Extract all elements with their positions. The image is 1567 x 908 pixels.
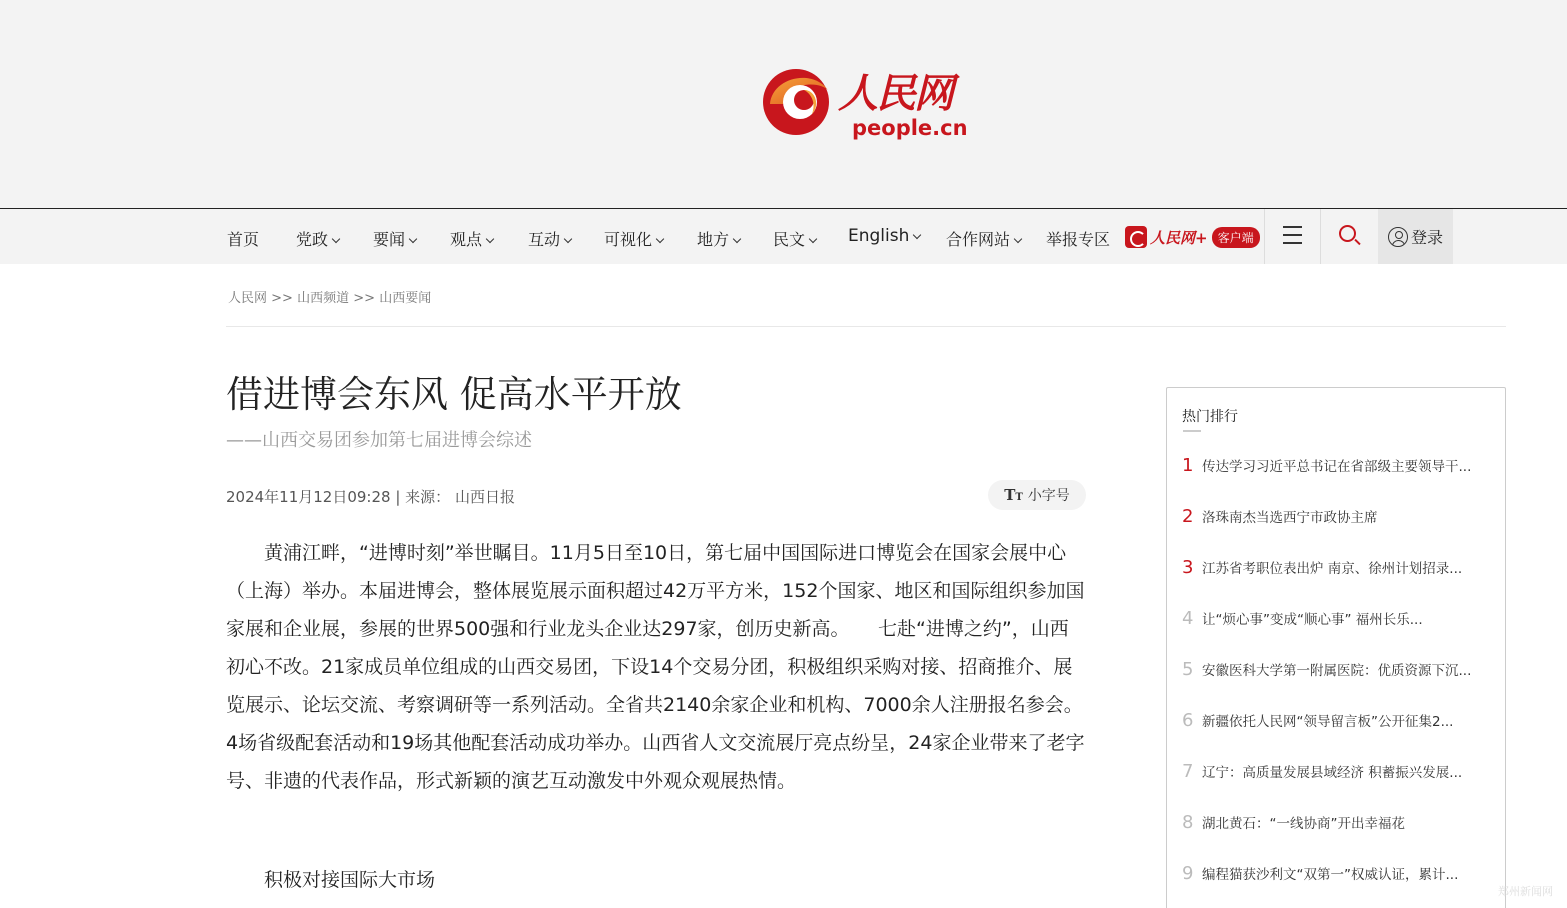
chevron-down-icon (409, 235, 417, 243)
chevron-down-icon (733, 235, 741, 243)
nav-label: 要闻 (373, 230, 406, 249)
article-paragraph: 黄浦江畔，“进博时刻”举世瞩目。11月5日至10日，第七届中国国际进口博览会在国家会展中心（上海）举办。本届进博会，整体展览展示面积超过42万平方米，152个国家、地区和国际组织参加国家展和企业展，参展的世界500强和行业龙头企业达297家，创历史新高。 七赴“进博之约”，山西初心不改。21家成员单位组成的山西交易团，下设14个交易分团，积极组织采购对接、招商推介、展览展示、论坛交流、考察调研等一系列活动。全省共2140余家企业和机构、7000余人注册报名参会。4场省级配套活动和19场其他配套活动成功举办。山西省人文交流展厅亮点纷呈，24家企业带来了老字号、非遗的代表作品，形式新颖的演艺互动激发中外观众观展热情。 (226, 542, 1085, 792)
rank-headline: 江苏省考职位表出炉 南京、徐州计划招录... (1202, 561, 1463, 577)
nav-label: 观点 (450, 230, 483, 249)
rank-headline: 洛珠南杰当选西宁市政协主席 (1202, 510, 1378, 526)
font-glyph-big: T (1004, 486, 1016, 504)
rank-headline: 湖北黄石：“一线协商”开出幸福花 (1202, 816, 1405, 832)
rank-number: 8 (1182, 811, 1194, 833)
article-section-heading: 积极对接国际大市场 (264, 869, 436, 891)
title-underline (1183, 430, 1201, 432)
ranking-item[interactable] (1182, 657, 1487, 681)
logo-text-english: people.cn (852, 116, 968, 140)
logo-emblem-icon (760, 60, 836, 146)
nav-item-headlines[interactable] (373, 227, 416, 250)
article-title: 借进博会东风 促高水平开放 (226, 373, 682, 416)
nav-item-home[interactable] (227, 227, 259, 250)
breadcrumb-link-home[interactable]: 人民网 (228, 291, 268, 306)
nav-label: 党政 (296, 230, 329, 249)
chevron-down-icon (656, 235, 664, 243)
nav-label: 举报专区 (1046, 230, 1111, 249)
nav-label: English (848, 226, 910, 246)
rank-number: 5 (1182, 658, 1194, 680)
hamburger-icon (1283, 226, 1302, 228)
nav-item-opinion[interactable] (450, 227, 493, 250)
nav-item-visualization[interactable] (604, 227, 663, 250)
search-button[interactable] (1321, 209, 1377, 264)
rank-number: 9 (1182, 862, 1194, 884)
nav-item-report-zone[interactable] (1046, 227, 1110, 250)
hamburger-icon-line (1283, 234, 1302, 236)
menu-button[interactable] (1266, 209, 1320, 264)
breadcrumb-separator: >> (271, 291, 293, 306)
login-button[interactable] (1378, 209, 1453, 264)
rank-number: 3 (1182, 556, 1194, 578)
rank-headline: 辽宁：高质量发展县域经济 积蓄振兴发展... (1202, 765, 1463, 781)
ranking-item[interactable] (1182, 759, 1487, 783)
breadcrumb (228, 287, 431, 306)
people-cn-logo[interactable] (760, 60, 975, 146)
article-subtitle: ——山西交易团参加第七届进博会综述 (226, 430, 532, 451)
source-link[interactable]: 山西日报 (454, 488, 515, 506)
chevron-down-icon (486, 235, 494, 243)
nav-label: 可视化 (604, 230, 653, 249)
app-download-link[interactable] (1125, 225, 1260, 249)
breadcrumb-link-section[interactable]: 山西要闻 (379, 291, 432, 306)
nav-item-partner-sites[interactable] (946, 227, 1021, 250)
breadcrumb-separator: >> (353, 291, 376, 306)
hamburger-icon-line (1283, 242, 1302, 244)
nav-label: 民文 (773, 230, 806, 249)
publish-datetime: 2024年11月12日09:28 (226, 488, 391, 506)
nav-item-english[interactable] (848, 226, 920, 246)
site-header (0, 0, 1567, 208)
chevron-down-icon (1014, 235, 1022, 243)
chevron-down-icon (564, 235, 572, 243)
ranking-item[interactable] (1182, 810, 1487, 834)
hot-ranking-title: 热门排行 (1182, 409, 1238, 425)
chevron-down-icon (332, 235, 340, 243)
article-body (226, 534, 1086, 891)
nav-label: 首页 (227, 230, 260, 249)
rank-headline: 编程猫获沙利文“双第一”权威认证，累计... (1202, 867, 1459, 883)
app-badge: 客户端 (1212, 227, 1260, 248)
rank-headline: 安徽医科大学第一附属医院：优质资源下沉... (1202, 663, 1472, 679)
article-meta (226, 486, 515, 507)
chevron-down-icon (913, 231, 921, 239)
hot-ranking-panel (1166, 387, 1506, 908)
ranking-item[interactable] (1182, 708, 1487, 732)
search-icon-handle (1354, 239, 1360, 245)
ranking-item[interactable] (1182, 504, 1487, 528)
ranking-item[interactable] (1182, 453, 1487, 477)
rank-headline: 新疆依托人民网“领导留言板”公开征集2... (1202, 714, 1454, 730)
nav-label: 互动 (528, 230, 561, 249)
nav-item-party-gov[interactable] (296, 227, 339, 250)
ranking-item[interactable] (1182, 555, 1487, 579)
breadcrumb-link-channel[interactable]: 山西频道 (297, 291, 350, 306)
nav-label: 地方 (697, 230, 730, 249)
font-size-toggle[interactable] (988, 480, 1086, 510)
app-logo-icon (1125, 226, 1147, 248)
rank-number: 1 (1182, 454, 1194, 476)
rank-number: 2 (1182, 505, 1194, 527)
user-icon (1388, 227, 1408, 247)
rank-number: 7 (1182, 760, 1194, 782)
nav-label: 合作网站 (946, 230, 1011, 249)
nav-item-interactive[interactable] (528, 227, 571, 250)
watermark: 郑州新闻网 (1498, 885, 1553, 898)
nav-item-ethnic-languages[interactable] (773, 227, 816, 250)
nav-item-local[interactable] (697, 227, 740, 250)
logo-text-chinese: 人民网 (838, 70, 952, 117)
main-navigation (0, 208, 1567, 264)
rank-number: 4 (1182, 607, 1194, 629)
source-prefix: | 来源： (395, 488, 451, 506)
nav-divider (1264, 209, 1265, 264)
ranking-item[interactable] (1182, 861, 1487, 885)
ranking-item[interactable] (1182, 606, 1487, 630)
app-name: 人民网+ (1150, 228, 1208, 247)
font-size-label: 小字号 (1027, 488, 1070, 504)
rank-headline: 让“烦心事”变成“顺心事” 福州长乐... (1202, 612, 1423, 628)
login-label: 登录 (1410, 228, 1443, 247)
breadcrumb-divider (226, 326, 1506, 327)
rank-headline: 传达学习习近平总书记在省部级主要领导干... (1202, 459, 1472, 475)
font-size-icon (1004, 486, 1023, 504)
chevron-down-icon (809, 235, 817, 243)
font-glyph-small: T (1015, 492, 1023, 503)
rank-number: 6 (1182, 709, 1194, 731)
